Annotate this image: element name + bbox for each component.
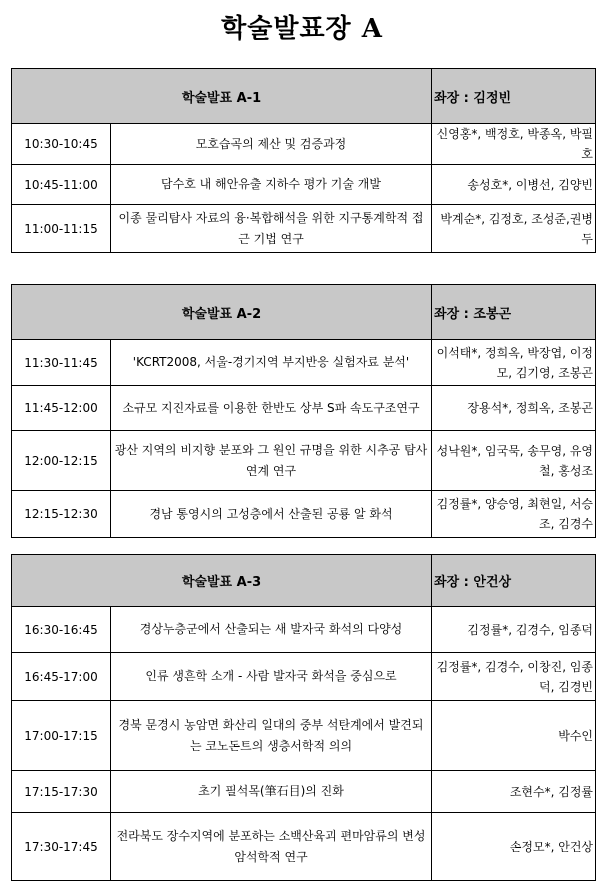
session-header: [12, 555, 596, 607]
session-chair: 좌장 : 김정빈: [432, 69, 596, 124]
talk-time: 17:15-17:30: [12, 771, 111, 813]
talk-title: 경북 문경시 농암면 화산리 일대의 중부 석탄계에서 발견되는 코노돈트의 생층서학적 의의: [111, 701, 432, 771]
session-header: [12, 69, 596, 124]
talk-time: 16:45-17:00: [12, 653, 111, 701]
talk-authors: 신영홍*, 백정호, 박종옥, 박필호: [432, 124, 596, 165]
talk-authors: 박수인: [432, 701, 596, 771]
table-row: [12, 386, 596, 431]
talk-title: 인류 생흔학 소개 - 사람 발자국 화석을 중심으로: [111, 653, 432, 701]
session-header: [12, 285, 596, 340]
talk-authors: 손정모*, 안건상: [432, 813, 596, 881]
talk-time: 12:00-12:15: [12, 431, 111, 491]
talk-time: 11:00-11:15: [12, 205, 111, 253]
talk-authors: 김정률*, 김경수, 임종덕: [432, 607, 596, 653]
talk-title: 경남 통영시의 고성층에서 산출된 공룡 알 화석: [111, 491, 432, 538]
talk-title: 'KCRT2008, 서울-경기지역 부지반응 실험자료 분석': [111, 340, 432, 386]
talk-title: 이종 물리탐사 자료의 융·복합해석을 위한 지구통계학적 접근 기법 연구: [111, 205, 432, 253]
talk-time: 16:30-16:45: [12, 607, 111, 653]
talk-authors: 장용석*, 정희옥, 조봉곤: [432, 386, 596, 431]
session-label: 학술발표 A-2: [12, 285, 432, 340]
table-row: [12, 701, 596, 771]
talk-title: 초기 필석목(筆石目)의 진화: [111, 771, 432, 813]
session-chair: 좌장 : 안건상: [432, 555, 596, 607]
talk-title: 담수호 내 해안유출 지하수 평가 기술 개발: [111, 165, 432, 205]
talk-time: 12:15-12:30: [12, 491, 111, 538]
table-row: [12, 431, 596, 491]
talk-title: 광산 지역의 비지향 분포와 그 원인 규명을 위한 시추공 탐사 연계 연구: [111, 431, 432, 491]
table-row: [12, 124, 596, 165]
talk-authors: 송성호*, 이병선, 김양빈: [432, 165, 596, 205]
talk-authors: 성낙원*, 임국묵, 송무영, 유영철, 홍성조: [432, 431, 596, 491]
talk-time: 11:30-11:45: [12, 340, 111, 386]
session-table-a3: [11, 554, 596, 881]
table-row: [12, 340, 596, 386]
talk-time: 17:30-17:45: [12, 813, 111, 881]
page-title: 학술발표장 A: [221, 14, 383, 44]
talk-title: 소규모 지진자료를 이용한 한반도 상부 S파 속도구조연구: [111, 386, 432, 431]
talk-authors: 조현수*, 김정률: [432, 771, 596, 813]
talk-time: 10:30-10:45: [12, 124, 111, 165]
talk-title: 전라북도 장수지역에 분포하는 소백산육괴 편마암류의 변성암석학적 연구: [111, 813, 432, 881]
table-row: [12, 607, 596, 653]
session-table-a1: [11, 68, 596, 253]
table-row: [12, 205, 596, 253]
session-chair: 좌장 : 조봉곤: [432, 285, 596, 340]
talk-time: 17:00-17:15: [12, 701, 111, 771]
talk-authors: 박계순*, 김정호, 조성준,권병두: [432, 205, 596, 253]
talk-authors: 김정률*, 양승영, 최현일, 서승조, 김경수: [432, 491, 596, 538]
session-label: 학술발표 A-1: [12, 69, 432, 124]
talk-authors: 이석태*, 정희옥, 박장엽, 이정모, 김기영, 조봉곤: [432, 340, 596, 386]
talk-authors: 김정률*, 김경수, 이창진, 임종덕, 김경빈: [432, 653, 596, 701]
table-row: [12, 165, 596, 205]
talk-time: 10:45-11:00: [12, 165, 111, 205]
talk-time: 11:45-12:00: [12, 386, 111, 431]
session-label: 학술발표 A-3: [12, 555, 432, 607]
talk-title: 경상누층군에서 산출되는 새 발자국 화석의 다양성: [111, 607, 432, 653]
session-table-a2: [11, 284, 596, 538]
talk-title: 모호습곡의 제산 및 검증과정: [111, 124, 432, 165]
table-row: [12, 653, 596, 701]
table-row: [12, 771, 596, 813]
table-row: [12, 491, 596, 538]
table-row: [12, 813, 596, 881]
